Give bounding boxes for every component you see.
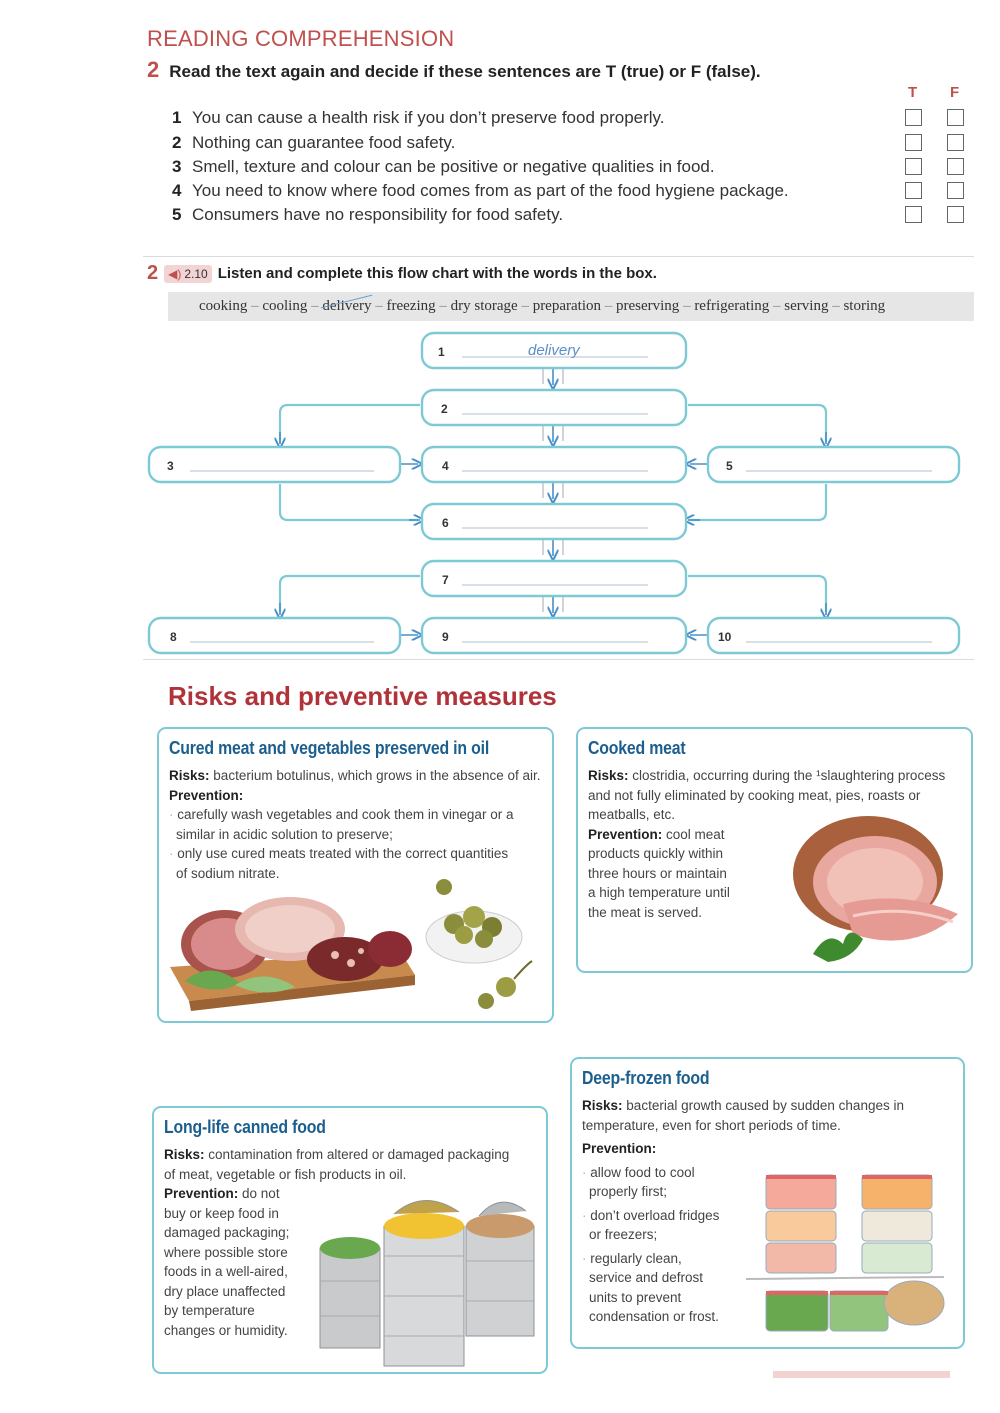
statement-number: 4 <box>172 181 182 200</box>
instruction-text: Listen and complete this flow chart with the words in the box. <box>217 265 657 282</box>
flow-chart <box>0 0 1000 670</box>
capers-illustration <box>414 869 544 1019</box>
statement-text: Consumers have no responsibility for food safety. <box>192 205 564 224</box>
statement-number: 3 <box>172 157 182 176</box>
word: freezing <box>386 298 436 314</box>
decorative-bar <box>773 1371 950 1378</box>
word-box: cooking – cooling – delivery – freezing – dry storage – preparation – preserving – refrigerating – serving – storing <box>168 292 974 321</box>
flow-box-number: 5 <box>726 459 733 473</box>
flow-box-number: 9 <box>442 630 449 644</box>
statement-text: You can cause a health risk if you don’t preserve food properly. <box>192 108 665 127</box>
statement-number: 5 <box>172 205 182 224</box>
card-title: Cured meat and vegetables preserved in oil <box>169 738 490 758</box>
flow-box-number: 10 <box>718 630 732 644</box>
connector-7-10 <box>688 576 826 612</box>
connector-5-6 <box>690 484 826 520</box>
flow-box-2 <box>422 390 686 425</box>
flow-box-number: 4 <box>442 459 449 473</box>
flow-box-9 <box>422 618 686 653</box>
speaker-icon: ◀) <box>168 266 182 281</box>
statement-text: Nothing can guarantee food safety. <box>192 133 456 152</box>
audio-track-number: 2.10 <box>184 266 208 281</box>
frozen-containers-illustration <box>744 1171 949 1339</box>
flow-box-number: 1 <box>438 345 445 359</box>
card-canned-food <box>152 1106 548 1374</box>
flow-box-8 <box>149 618 400 653</box>
card-text: Risks: bacterium botulinus, which grows in the absence of air. Prevention: · carefully wash vegetables and cook them in vinegar or a similar in acidic solution to preserve; · only use cured meats treated with the correct quantities of sodium nitrate. <box>169 768 541 881</box>
card-deep-frozen-food <box>570 1057 965 1349</box>
exercise-number: 2 <box>147 262 159 284</box>
word: dry storage <box>450 298 518 314</box>
flow-box-number: 8 <box>170 630 177 644</box>
card-text: Risks: clostridia, occurring during the ¹slaughtering process and not fully eliminated by cooking meat, pies, roasts or meatballs, etc. Prevention: cool meat products quickly within three hours or maintain a high temperature until the meat is served. <box>588 768 946 920</box>
statement-text: You need to know where food comes from as part of the food hygiene package. <box>192 181 789 200</box>
word-crossed-out: delivery <box>322 292 371 321</box>
flow-box-7 <box>422 561 686 596</box>
statement-number: 2 <box>172 133 182 152</box>
exercise-number: 2 <box>147 57 160 82</box>
word: cooling <box>262 298 308 314</box>
word: cooking <box>199 298 248 314</box>
card-text: Risks: bacterial growth caused by sudden changes in temperature, even for short periods of time. Prevention: · allow food to cool properly first; · don’t overload fridges or freezers; · regularly clean, service and defrost units to prevent condensation or frost. <box>582 1098 904 1324</box>
flow-box-number: 6 <box>442 516 449 530</box>
statement-text: Smell, texture and colour can be positive or negative qualities in food. <box>192 157 715 176</box>
card-text: Risks: contamination from altered or damaged packaging of meat, vegetable or fish products in oil. Prevention: do not buy or keep food in damaged packaging; where possible store foods in a well-aired, dry place unaffected by temperature changes or humidity. <box>164 1147 510 1338</box>
word: preserving <box>616 298 680 314</box>
flow-box-6 <box>422 504 686 539</box>
flow-box-number: 7 <box>442 573 449 587</box>
false-column-header: F <box>950 84 960 101</box>
card-cured-meat <box>157 727 554 1023</box>
connector-3-6 <box>280 484 418 520</box>
connector-2-5 <box>688 405 826 442</box>
card-title: Cooked meat <box>588 738 686 758</box>
flow-box-number: 2 <box>441 402 448 416</box>
flow-box-4 <box>422 447 686 482</box>
section-title: READING COMPREHENSION <box>147 26 455 51</box>
card-cooked-meat <box>576 727 973 973</box>
flow-box-number: 3 <box>167 459 174 473</box>
flow-box-5 <box>708 447 959 482</box>
word: serving <box>784 298 829 314</box>
card-title: Long-life canned food <box>164 1117 326 1137</box>
instruction-text: Read the text again and decide if these sentences are T (true) or F (false). <box>169 62 761 81</box>
canned-food-illustration <box>314 1196 544 1371</box>
divider <box>143 659 974 660</box>
risks-section-title: Risks and preventive measures <box>168 681 557 711</box>
true-column-header: T <box>908 84 918 101</box>
word: preparation <box>532 298 601 314</box>
word: refrigerating <box>694 298 770 314</box>
connector-7-8 <box>280 576 420 612</box>
flow-box-10 <box>708 618 959 653</box>
word: storing <box>843 298 886 314</box>
card-title: Deep-frozen food <box>582 1068 710 1088</box>
cooked-ham-illustration <box>783 804 968 969</box>
connector-2-3 <box>280 405 420 442</box>
flow-answer-1: delivery <box>528 342 580 359</box>
flow-box-3 <box>149 447 400 482</box>
statement-number: 1 <box>172 108 182 127</box>
cured-meats-illustration <box>165 889 420 1015</box>
